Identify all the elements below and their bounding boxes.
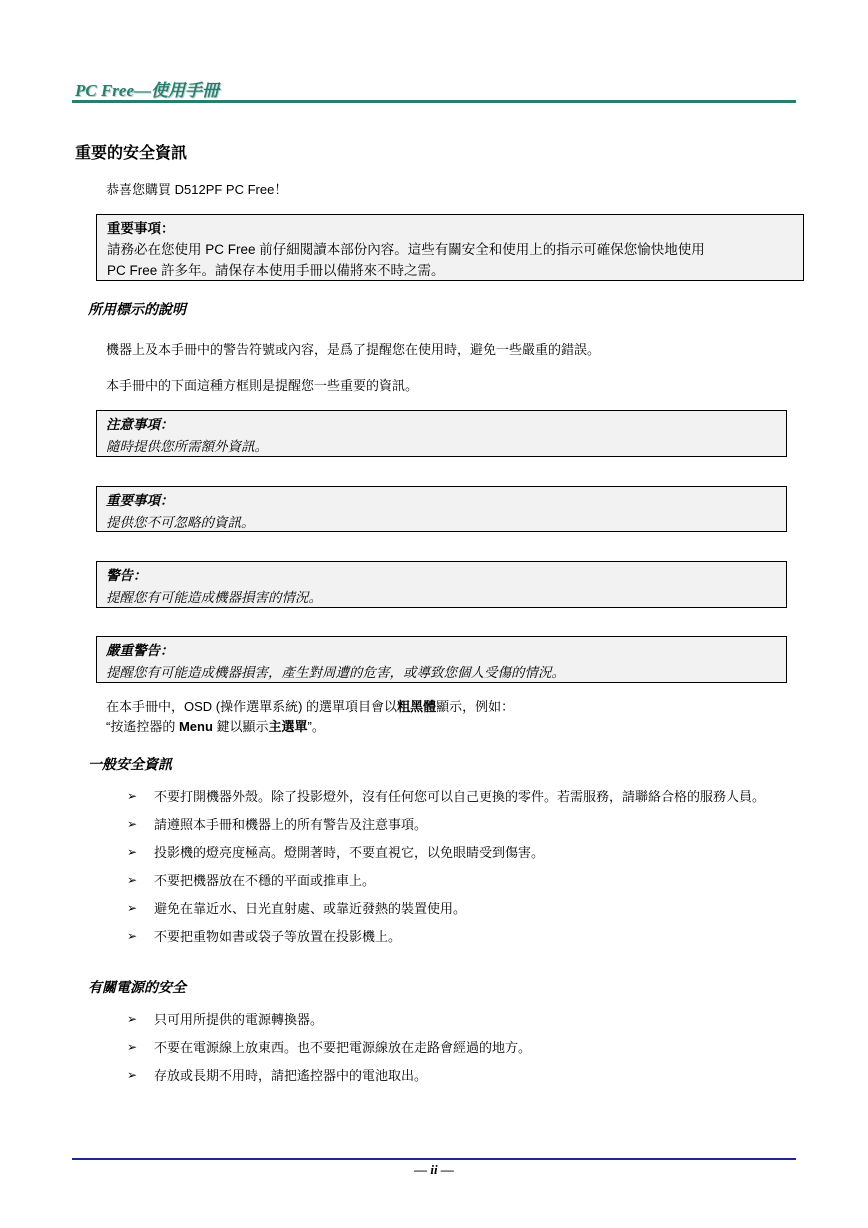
osd-example-pre: “按遙控器的 <box>106 719 179 734</box>
footer-rule <box>72 1158 796 1160</box>
list-item: ➢ 不要把重物如書或袋子等放置在投影機上。 <box>127 929 402 944</box>
arrow-bullet-icon: ➢ <box>127 901 138 915</box>
note-box-title: 注意事項： <box>106 417 174 432</box>
important-box-line1: 請務必在您使用 PC Free 前仔細閱讀本部份內容。這些有關安全和使用上的指示可確保您愉快地使用 <box>107 242 705 257</box>
osd-text-pre: 在本手冊中，OSD (操作選單系統) 的選單項目會以 <box>106 699 398 714</box>
osd-example-mid: 鍵以顯示 <box>212 719 269 734</box>
list-item: ➢ 不要打開機器外殼。除了投影燈外，沒有任何您可以自己更換的零件。若需服務，請聯絡合格的服務人員。 <box>127 789 766 804</box>
arrow-bullet-icon: ➢ <box>127 1040 138 1054</box>
list-item: ➢ 避免在靠近水、日光直射處、或靠近發熱的裝置使用。 <box>127 901 467 916</box>
list-item: ➢ 只可用所提供的電源轉換器。 <box>127 1012 324 1027</box>
intro-text: 恭喜您購買 D512PF PC Free！ <box>106 182 288 197</box>
caution-box-text: 提醒您有可能造成機器損害的情況。 <box>106 590 322 605</box>
important-sample-text: 提供您不可忽略的資訊。 <box>106 515 255 530</box>
running-header: PC Free—使用手冊 <box>75 81 220 100</box>
osd-example-post: ”。 <box>307 719 325 734</box>
page-title: 重要的安全資訊 <box>75 145 188 162</box>
important-box-sample <box>96 486 787 532</box>
arrow-bullet-icon: ➢ <box>127 789 138 803</box>
important-box-line2: PC Free 許多年。請保存本使用手冊以備將來不時之需。 <box>107 263 445 278</box>
osd-example-main-menu: 主選單 <box>268 719 308 734</box>
note-box-text: 隨時提供您所需額外資訊。 <box>106 439 268 454</box>
arrow-bullet-icon: ➢ <box>127 873 138 887</box>
symbols-paragraph-2: 本手冊中的下面這種方框則是提醒您一些重要的資訊。 <box>106 378 419 393</box>
osd-example-menu: Menu <box>178 719 213 734</box>
osd-paragraph <box>106 697 514 737</box>
list-item: ➢ 請遵照本手冊和機器上的所有警告及注意事項。 <box>127 817 428 832</box>
general-safety-heading: 一般安全資訊 <box>88 756 172 772</box>
osd-bold-term: 粗黑體 <box>397 699 437 714</box>
important-sample-title: 重要事項： <box>106 493 174 508</box>
arrow-bullet-icon: ➢ <box>127 1012 138 1026</box>
arrow-bullet-icon: ➢ <box>127 845 138 859</box>
header-rule <box>72 100 796 103</box>
list-item: ➢ 不要把機器放在不穩的平面或推車上。 <box>127 873 376 888</box>
warning-box <box>96 636 787 683</box>
important-box-title: 重要事項： <box>107 221 175 236</box>
arrow-bullet-icon: ➢ <box>127 817 138 831</box>
warning-box-text: 提醒您有可能造成機器損害，產生對周遭的危害，或導致您個人受傷的情況。 <box>106 665 565 680</box>
power-safety-heading: 有關電源的安全 <box>88 979 186 995</box>
arrow-bullet-icon: ➢ <box>127 1068 138 1082</box>
warning-box-title: 嚴重警告： <box>106 643 174 658</box>
symbols-paragraph-1: 機器上及本手冊中的警告符號或內容，是爲了提醒您在使用時，避免一些嚴重的錯誤。 <box>106 342 601 357</box>
general-safety-list <box>127 787 787 955</box>
list-item: ➢ 存放或長期不用時，請把遙控器中的電池取出。 <box>127 1068 428 1083</box>
symbols-heading: 所用標示的說明 <box>88 301 186 317</box>
list-item: ➢ 投影機的燈亮度極高。燈開著時，不要直視它，以免眼睛受到傷害。 <box>127 845 545 860</box>
important-box <box>96 214 804 281</box>
caution-box <box>96 561 787 608</box>
osd-text-post: 顯示，例如： <box>436 699 515 714</box>
caution-box-title: 警告： <box>106 568 147 583</box>
arrow-bullet-icon: ➢ <box>127 929 138 943</box>
note-box <box>96 410 787 457</box>
list-item: ➢ 不要在電源線上放東西。也不要把電源線放在走路會經過的地方。 <box>127 1040 532 1055</box>
page-number: — ii — <box>414 1162 454 1177</box>
power-safety-list <box>127 1010 787 1094</box>
